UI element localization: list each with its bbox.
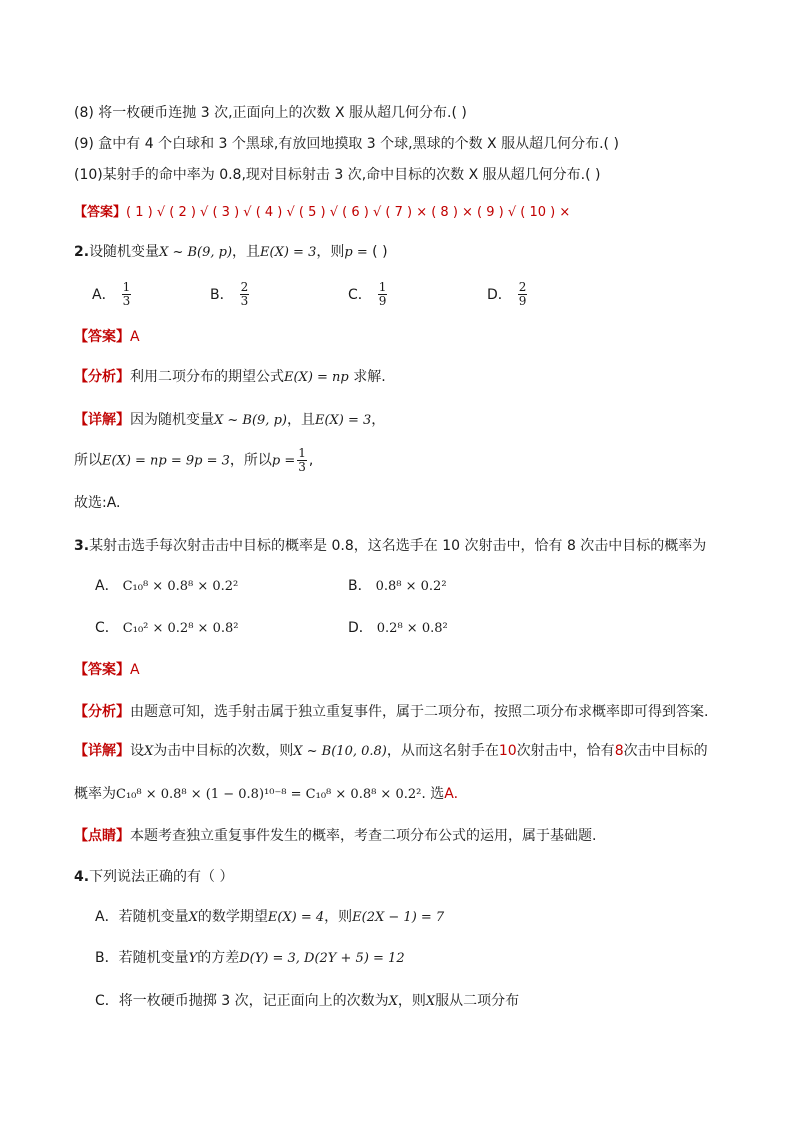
q2-stem [74, 242, 388, 263]
answer-text: ( 1 ) √ ( 2 ) √ ( 3 ) √ ( 4 ) √ ( 5 ) √ ( 6 ) √ ( 7 ) × ( 8 ) × ( 9 ) √ ( 10 ) × [126, 205, 571, 220]
detail-tag: 【详解】 [74, 743, 130, 759]
option-text: A．若随机变量 [95, 909, 189, 925]
answer-value: A [130, 329, 140, 345]
detail-math: X ~ B(9, p) [214, 413, 287, 428]
q2-stem-text: ，则 [316, 244, 345, 260]
option-math: E(2X − 1) = 7 [352, 910, 445, 925]
answer-value: A [130, 662, 140, 678]
option-math: 0.8⁸ × 0.2² [375, 579, 447, 594]
option-label: A． [92, 286, 116, 303]
option-label: B． [210, 286, 234, 303]
numerator: 2 [518, 280, 527, 294]
q3-option-a [95, 573, 238, 600]
option-label: D． [487, 286, 512, 303]
denominator: 3 [240, 294, 249, 308]
option-label: D． [348, 620, 373, 636]
option-text: 的数学期望 [197, 909, 268, 925]
q2-analysis [74, 367, 386, 388]
q2-math-expect: E(X) = 3 [260, 245, 317, 260]
q2-option-c [348, 281, 389, 308]
q4-stem [74, 867, 234, 887]
q2-detail [74, 410, 385, 431]
q2-option-a [92, 281, 133, 308]
q3-analysis [74, 702, 708, 722]
q2-stem-text: ( ) [367, 244, 388, 260]
option-math: 0.2⁸ × 0.8² [376, 621, 448, 636]
analysis-text: 利用二项分布的期望公式 [130, 369, 284, 385]
fraction [297, 447, 307, 474]
q2-stem-text: 设随机变量 [89, 244, 160, 260]
q1-answer [74, 203, 570, 223]
option-math: Y [188, 951, 198, 966]
detail-math: X [144, 744, 154, 759]
option-text: ，则 [324, 909, 353, 925]
option-math: C₁₀⁸ × 0.8⁸ × 0.2² [122, 579, 239, 594]
denominator: 9 [518, 294, 527, 308]
q2-conclusion: 故选:A. [74, 495, 121, 511]
detail-text: , [308, 452, 314, 469]
detail-text: 概率为 [74, 786, 116, 802]
denominator: 3 [298, 460, 306, 474]
detail-math: X ~ B(10, 0.8) [293, 744, 387, 759]
comment-text: 本题考查独立重复事件发生的概率，考查二项分布公式的运用，属于基础题. [130, 828, 597, 844]
detail-tag: 【详解】 [74, 412, 130, 428]
detail-text: 次击中目标的 [623, 743, 708, 759]
option-text: B．若随机变量 [95, 950, 189, 966]
q4-number: 4. [74, 869, 90, 885]
q2-math-dist: X ~ B(9, p) [159, 245, 233, 260]
q2-stem-text: ，且 [232, 244, 261, 260]
q3-answer [74, 660, 140, 680]
detail-text: . 选 [421, 786, 445, 802]
q2-math-p: p = [344, 245, 368, 260]
q1-item-10: (10)某射手的命中率为 0.8,现对目标射击 3 次,命中目标的次数 X 服从超几何分布.( ) [74, 167, 601, 183]
detail-text: ， [371, 412, 386, 428]
analysis-tag: 【分析】 [74, 704, 130, 720]
answer-tag: 【答案】 [74, 205, 127, 220]
analysis-tag: 【分析】 [74, 369, 130, 385]
option-math: D(Y) = 3, D(2Y + 5) = 12 [239, 951, 405, 966]
answer-tag: 【答案】 [74, 662, 130, 678]
option-text: 服从二项分布 [435, 993, 520, 1009]
option-label: C． [95, 620, 119, 636]
detail-answer: A. [444, 786, 459, 802]
option-text: 的方差 [197, 950, 240, 966]
analysis-text: 求解. [348, 369, 386, 385]
q3-detail-line2 [74, 784, 458, 805]
detail-text: 所以 [74, 452, 102, 469]
fraction [378, 281, 388, 308]
detail-math: p = [271, 453, 296, 469]
detail-math: E(X) = 3 [314, 413, 372, 428]
detail-text: ，从而这名射手在 [386, 743, 499, 759]
analysis-math: E(X) = np [284, 370, 349, 385]
numerator: 1 [298, 446, 306, 460]
detail-math: E(X) = np = 9p = 3 [102, 453, 230, 469]
option-label: B． [348, 578, 372, 594]
q3-option-b [348, 573, 447, 600]
analysis-text: 由题意可知，选手射击属于独立重复事件，属于二项分布，按照二项分布求概率即可得到答案. [130, 704, 709, 720]
q3-stem-text: 某射击选手每次射击击中目标的概率是 0.8，这名选手在 10 次射击中，恰有 8 次击中目标的概率为 [89, 538, 707, 554]
detail-text: 因为随机变量 [130, 412, 214, 428]
q3-option-c [95, 615, 238, 642]
option-math: E(X) = 4 [267, 910, 325, 925]
q4-option-c [95, 991, 519, 1012]
q2-option-d [487, 281, 529, 308]
comment-tag: 【点睛】 [74, 828, 130, 844]
q2-detail-line2 [74, 447, 313, 474]
q3-comment [74, 826, 596, 846]
option-label: C． [348, 286, 372, 303]
detail-text: 为击中目标的次数，则 [153, 743, 294, 759]
q1-item-8: (8) 将一枚硬币连抛 3 次,正面向上的次数 X 服从超几何分布.( ) [74, 105, 467, 121]
answer-tag: 【答案】 [74, 329, 130, 345]
option-math: X [388, 994, 398, 1009]
q1-item-9: (9) 盒中有 4 个白球和 3 个黑球,有放回地摸取 3 个球,黑球的个数 X 服从超几何分布.( ) [74, 136, 619, 152]
q3-number: 3. [74, 538, 90, 554]
detail-text: 设 [130, 743, 144, 759]
numerator: 1 [378, 280, 387, 294]
fraction [240, 281, 250, 308]
option-math: X [188, 910, 198, 925]
q2-option-b [210, 281, 251, 308]
q3-stem [74, 536, 706, 556]
option-text: ，则 [397, 993, 426, 1009]
numerator: 2 [240, 280, 249, 294]
q4-option-b [95, 948, 405, 969]
option-text: C．将一枚硬币抛掷 3 次，记正面向上的次数为 [95, 993, 389, 1009]
fraction [518, 281, 528, 308]
q4-option-a [95, 907, 444, 928]
option-math: X [425, 994, 436, 1009]
detail-number: 10 [498, 743, 517, 759]
detail-math: C₁₀⁸ × 0.8⁸ × (1 − 0.8)¹⁰⁻⁸ = C₁₀⁸ × 0.8⁸ × 0.2² [116, 787, 422, 802]
q3-option-d [348, 615, 448, 642]
q2-number: 2. [74, 244, 90, 260]
q2-answer [74, 327, 140, 347]
denominator: 3 [122, 294, 131, 308]
detail-text: 次射击中，恰有 [516, 743, 615, 759]
numerator: 1 [122, 280, 131, 294]
option-math: C₁₀² × 0.2⁸ × 0.8² [122, 621, 239, 636]
detail-number: 8 [614, 743, 624, 759]
denominator: 9 [378, 294, 387, 308]
fraction [122, 281, 132, 308]
q4-stem-text: 下列说法正确的有（ ） [89, 869, 234, 885]
q3-detail [74, 741, 708, 762]
detail-text: ，且 [286, 412, 315, 428]
option-label: A． [95, 578, 119, 594]
detail-text: ，所以 [229, 452, 272, 469]
